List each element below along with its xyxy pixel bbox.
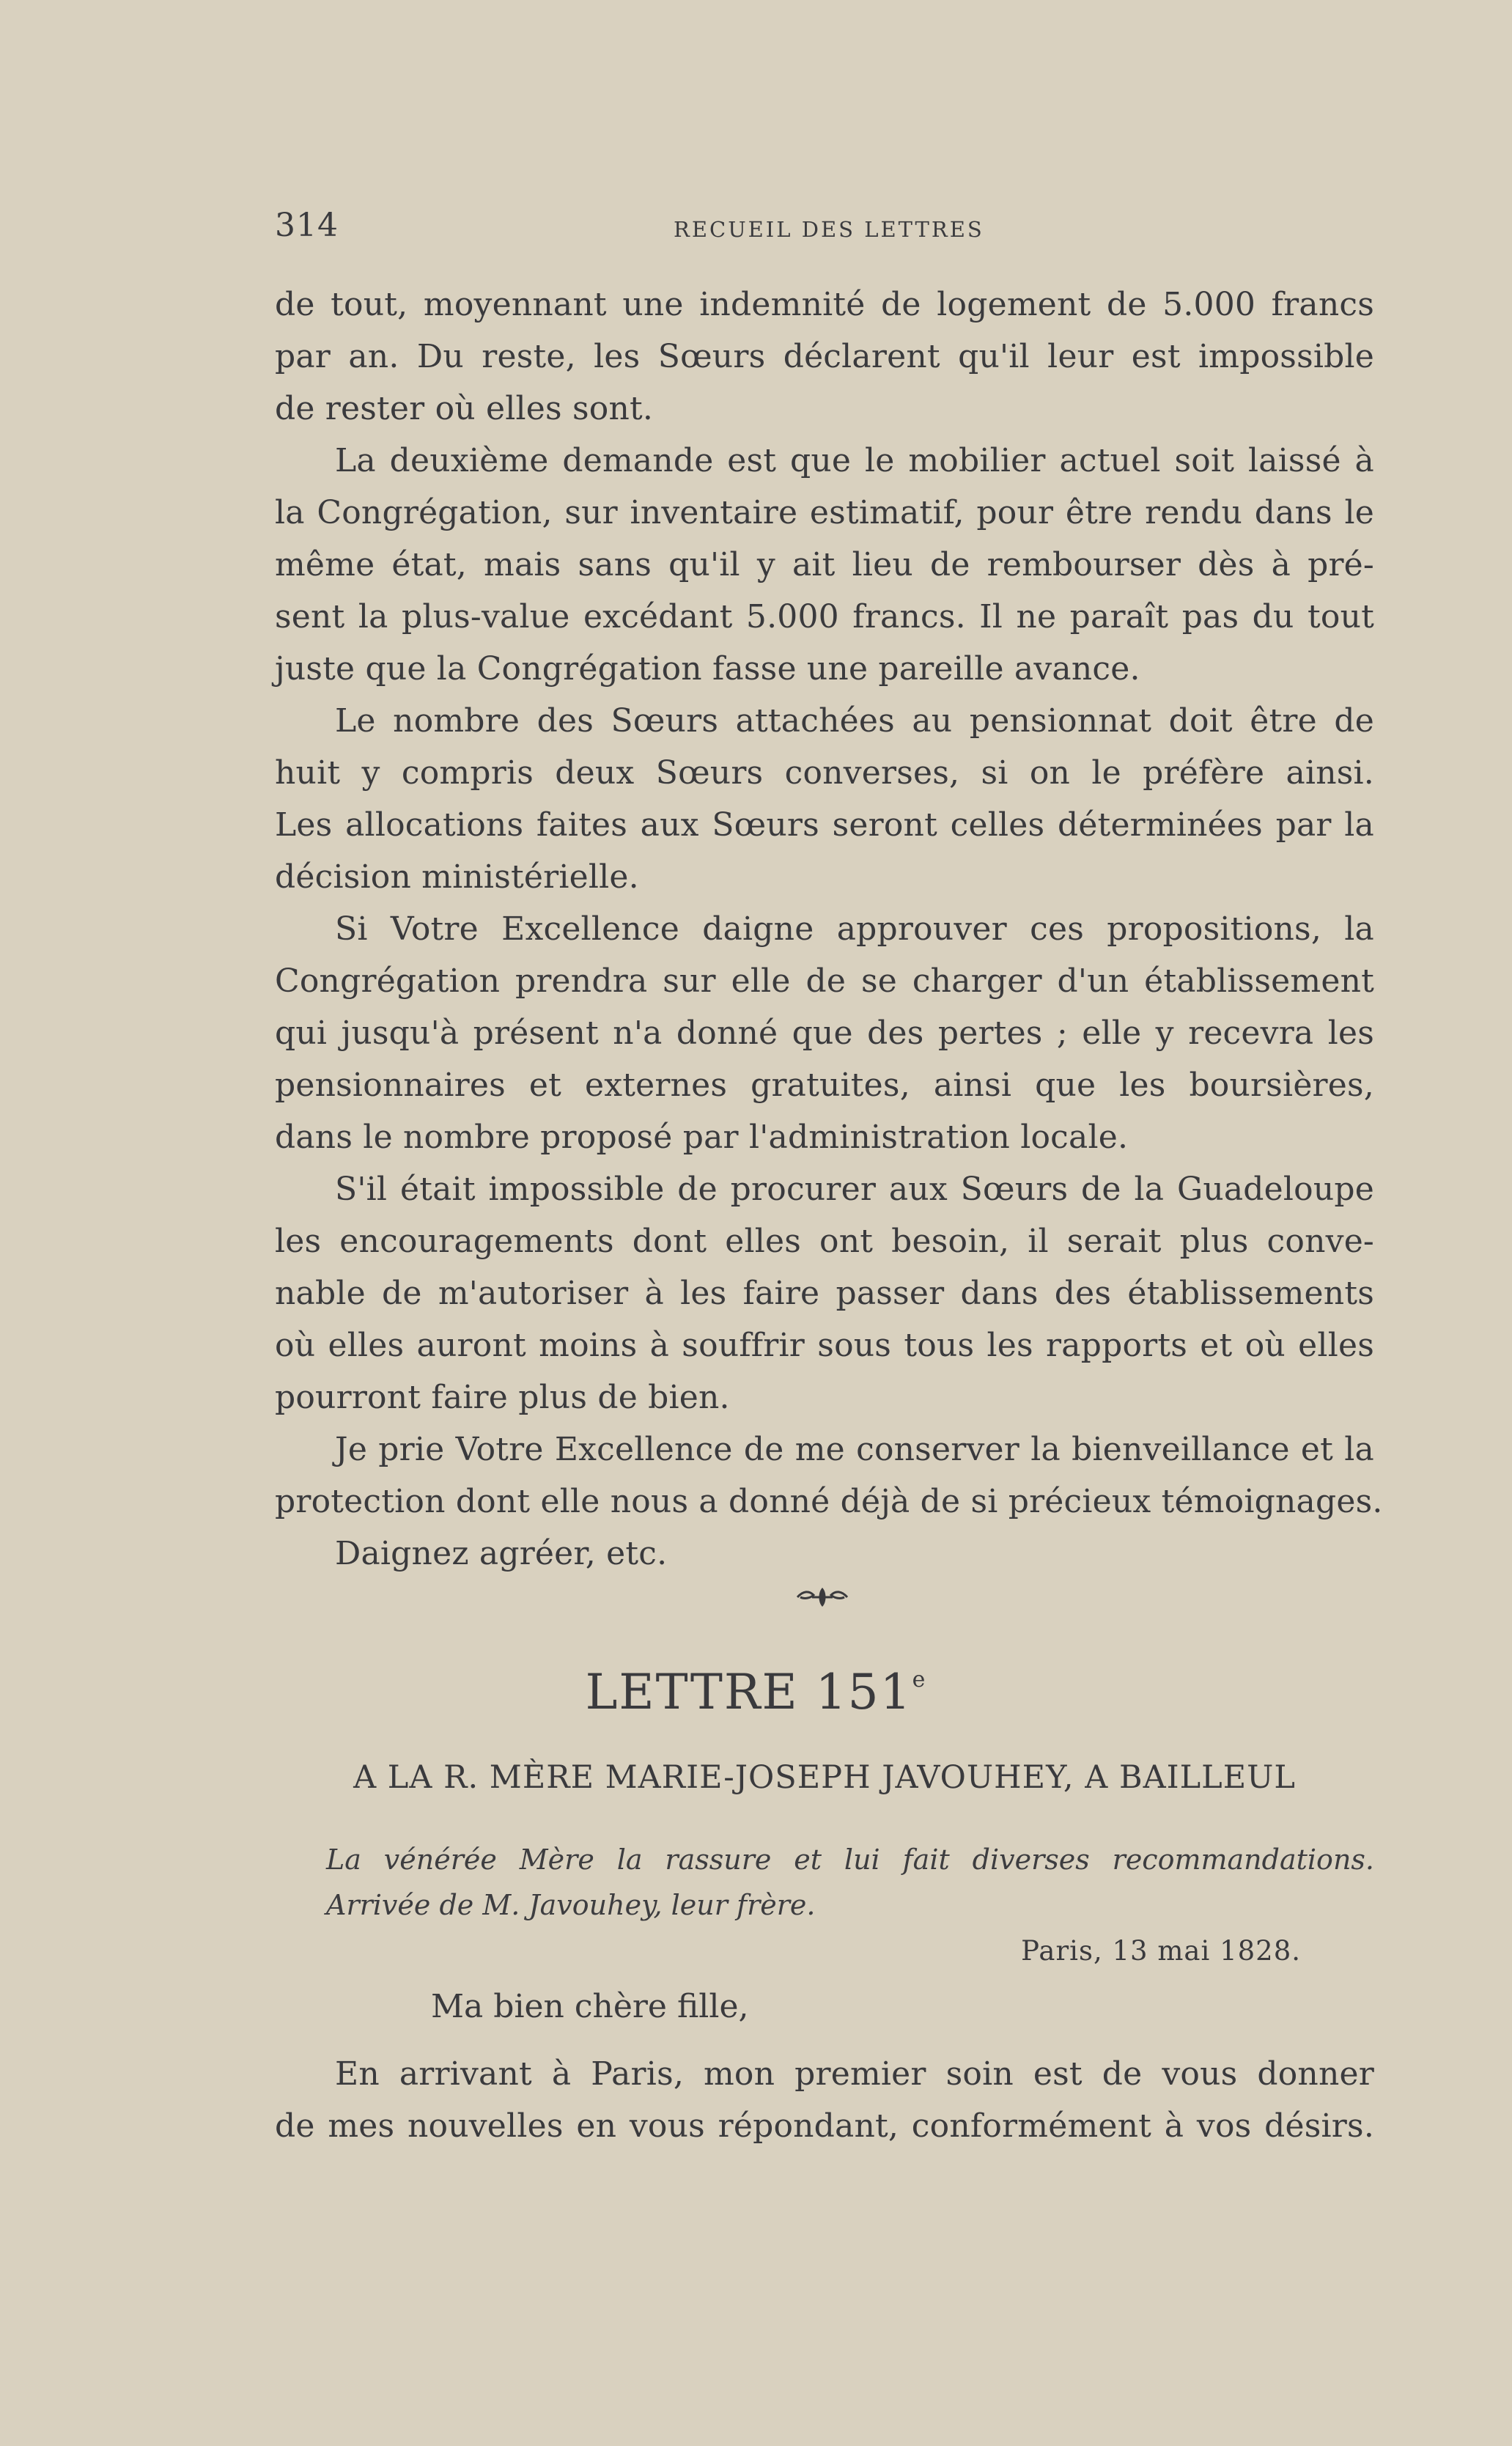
- letter-heading: [0, 1664, 1512, 1720]
- text-line: nable de m'autoriser à les faire passer dans des établissements: [275, 1275, 1374, 1312]
- letter-151-opening: [275, 2048, 1374, 2152]
- text-line: de rester où elles sont.: [275, 390, 654, 427]
- page-number: 314: [275, 207, 339, 244]
- running-title: RECUEIL DES LETTRES: [674, 217, 984, 242]
- text-line: de tout, moyennant une indemnité de logement de 5.000 francs: [275, 286, 1374, 323]
- text-line: dans le nombre proposé par l'administration locale.: [275, 1119, 1129, 1156]
- text-line: par an. Du reste, les Sœurs déclarent qu'il leur est impossible: [275, 338, 1374, 375]
- text-line: En arrivant à Paris, mon premier soin est de vous donner: [335, 2055, 1374, 2093]
- letter-number: LETTRE 151: [585, 1664, 912, 1720]
- letter-summary: [326, 1837, 1374, 1928]
- text-line: sent la plus-value excédant 5.000 francs. Il ne paraît pas du tout: [275, 598, 1374, 636]
- running-head: [275, 207, 1374, 251]
- text-line: pourront faire plus de bien.: [275, 1379, 730, 1416]
- text-line: les encouragements dont elles ont besoin, il serait plus conve-: [275, 1223, 1374, 1260]
- letter-150-continuation: [275, 279, 1383, 1580]
- text-line: Le nombre des Sœurs attachées au pensionnat doit être de: [335, 702, 1374, 740]
- salutation: Ma bien chère fille,: [431, 1988, 749, 2025]
- summary-line: Arrivée de M. Javouhey, leur frère.: [326, 1889, 816, 1921]
- ordinal-suffix: e: [912, 1667, 927, 1692]
- text-line: même état, mais sans qu'il y ait lieu de rembourser dès à pré-: [275, 546, 1374, 583]
- text-line: qui jusqu'à présent n'a donné que des pertes ; elle y recevra les: [275, 1014, 1374, 1052]
- text-line: de mes nouvelles en vous répondant, conformément à vos désirs.: [275, 2107, 1374, 2145]
- text-line: Les allocations faites aux Sœurs seront celles déterminées par la: [275, 806, 1374, 844]
- text-line: pensionnaires et externes gratuites, ainsi que les boursières,: [275, 1067, 1374, 1104]
- text-line: la Congrégation, sur inventaire estimatif, pour être rendu dans le: [275, 494, 1374, 531]
- text-line: Je prie Votre Excellence de me conserver la bienveillance et la: [335, 1431, 1374, 1468]
- text-line: décision ministérielle.: [275, 858, 639, 896]
- dateline: Paris, 13 mai 1828.: [1021, 1935, 1301, 1967]
- text-line: protection dont elle nous a donné déjà de si précieux témoignages.: [275, 1483, 1383, 1520]
- text-line: Daignez agréer, etc.: [335, 1535, 668, 1572]
- text-line: huit y compris deux Sœurs converses, si on le préfère ainsi.: [275, 754, 1374, 792]
- letter-addressee: A LA R. MÈRE MARIE-JOSEPH JAVOUHEY, A BAILLEUL: [353, 1759, 1296, 1796]
- text-line: Si Votre Excellence daigne approuver ces propositions, la: [335, 910, 1374, 948]
- text-line: La deuxième demande est que le mobilier actuel soit laissé à: [335, 442, 1374, 479]
- summary-line: La vénérée Mère la rassure et lui fait diverses recommandations.: [326, 1843, 1374, 1876]
- text-line: juste que la Congrégation fasse une pareille avance.: [275, 650, 1140, 688]
- fleuron-icon: [796, 1585, 849, 1610]
- text-line: Congrégation prendra sur elle de se charger d'un établissement: [275, 962, 1374, 1000]
- text-line: S'il était impossible de procurer aux Sœurs de la Guadeloupe: [335, 1171, 1374, 1208]
- text-line: où elles auront moins à souffrir sous tous les rapports et où elles: [275, 1327, 1374, 1364]
